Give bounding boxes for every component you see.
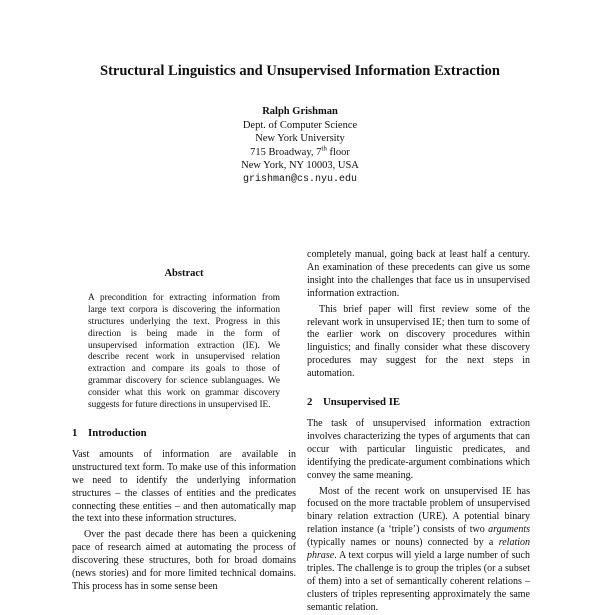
abstract-block [88, 293, 280, 412]
street-floor: floor [326, 146, 350, 158]
left-column [72, 268, 296, 594]
section-number: 2 [307, 396, 313, 409]
author-block [0, 105, 600, 187]
author-name: Ralph Grishman [262, 106, 338, 117]
author-dept: Dept. of Computer Science [242, 119, 358, 131]
author-email: grishman@cs.nyu.edu [242, 173, 358, 185]
section-heading-introduction [72, 427, 296, 440]
author-street [0, 146, 600, 160]
uie-paragraph-1: The task of unsupervised information extraction involves characterizing the types of arguments that can occur with particular linguistic predicates, and identifying the predicate-argument combinations which convey the same meaning. [307, 417, 530, 481]
section-number: 1 [72, 426, 78, 439]
intro-paragraph-3: completely manual, going back at least half a century. An examination of these precedents can give us some insight into the challenges that face us in unsupervised information extraction. [307, 249, 530, 299]
abstract-text: A precondition for extracting information from large text corpora is discovering the information structures underlying the text. Progress in this direction is being made in the form of unsupervised information extraction (IE). We describe recent work in unsupervised relation extraction and compare its goals to those of grammar discovery for science sublanguages. We consider what this work on grammar discovery suggests for future directions in unsupervised IE. [88, 292, 280, 411]
paper-title: Structural Linguistics and Unsupervised Information Extraction [100, 63, 500, 79]
author-university: New York University [255, 133, 345, 145]
uie-p2-part-e: . A text corpus will yield a large number of such triples. The challenge is to group the triples (or a subset of them) into a set of semantically coherent relations – clusters of triples representing approximately the same semantic relation. [307, 550, 530, 613]
street-superscript: th [321, 144, 327, 153]
street-main: 715 Broadway, 7 [250, 146, 322, 158]
term-relation-phrase: relation phrase [307, 537, 530, 562]
intro-paragraph-2: Over the past decade there has been a quickening pace of research aimed at automating the process of discovering these structures, both for broad domains (news stories) and for more limited technical domains. This process has in some sense been [72, 529, 296, 592]
intro-paragraph-4: This brief paper will first review some of the relevant work in unsupervised IE; then turn to some of the earlier work on discovery procedures within linguistics; and finally consider what these discovery procedures may suggest for the next steps in automation. [307, 303, 530, 380]
author-city: New York, NY 10003, USA [241, 160, 359, 172]
section-title: Unsupervised IE [323, 396, 401, 409]
uie-p2-part-c: (typically names or nouns) connected by a [307, 537, 499, 549]
right-column [307, 249, 530, 615]
section-title: Introduction [88, 426, 147, 439]
uie-p2-part-a: Most of the recent work on unsupervised IE has focused on the more tractable problem of unsupervised binary relation extraction (URE). A potential binary relation instance (a ‘triple’) consists of two [307, 485, 530, 536]
intro-paragraph-1: Vast amounts of information are available in unstructured text form. To make use of this information we need to identify the underlying information structures – the classes of entities and the predicates connecting these entities – and then automatically map the text into these information structures. [72, 448, 296, 525]
term-arguments: arguments [488, 524, 530, 536]
section-heading-unsupervised-ie [307, 396, 530, 409]
abstract-heading: Abstract [164, 268, 204, 279]
uie-paragraph-2 [307, 486, 530, 615]
